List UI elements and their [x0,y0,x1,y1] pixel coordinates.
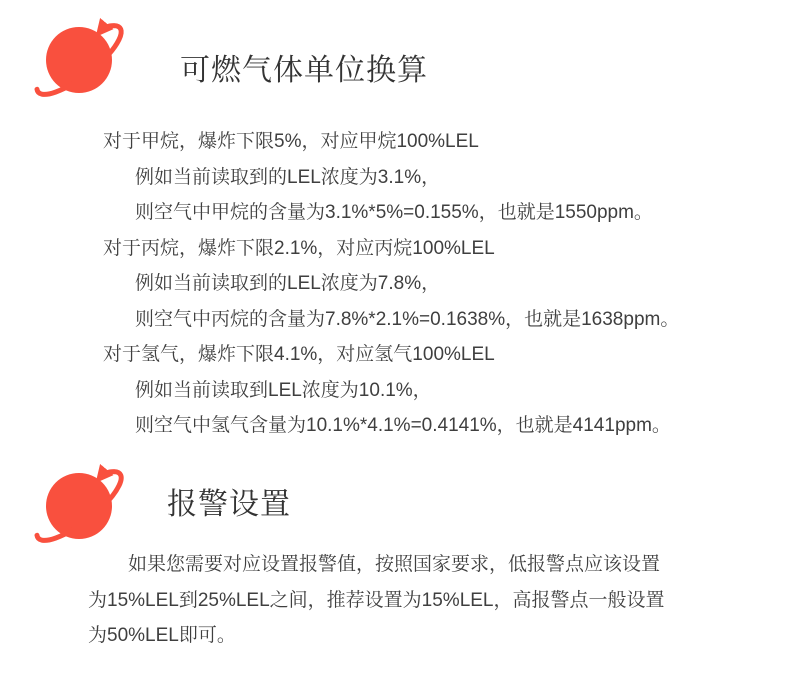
body-line-hydrogen-lel: 对于氢气，爆炸下限4.1%，对应氢气100%LEL [103,344,495,365]
planet-orbit-arrow-icon [31,460,131,552]
body-line-propane-reading: 例如当前读取到的LEL浓度为7.8%， [135,273,441,294]
body-line-hydrogen-result: 则空气中氢气含量为10.1%*4.1%=0.4141%，也就是4141ppm。 [135,415,671,436]
planet-orbit-arrow-icon [31,460,131,552]
planet-orbit-arrow-icon [31,14,131,106]
body-line-hydrogen-reading: 例如当前读取到LEL浓度为10.1%， [135,379,432,401]
body-line-propane-result: 则空气中丙烷的含量为7.8%*2.1%=0.1638%，也就是1638ppm。 [135,308,680,330]
body-line-methane-reading: 例如当前读取到的LEL浓度为3.1%， [135,166,441,188]
section1-title: 可燃气体单位换算 [180,54,428,87]
body-line-methane-result: 则空气中甲烷的含量为3.1%*5%=0.155%，也就是1550ppm。 [135,202,653,223]
section2-title: 报警设置 [167,488,291,521]
body-line-methane-lel: 对于甲烷，爆炸下限5%，对应甲烷100%LEL [103,131,479,152]
section2-paragraph: 如果您需要对应设置报警值，按照国家要求，低报警点应该设置为15%LEL到25%LEL之间，推荐设置为15%LEL，高报警点一般设置为50%LEL即可。 [88,554,665,646]
section1-body [0,124,790,444]
body-line-propane-lel: 对于丙烷，爆炸下限2.1%，对应丙烷100%LEL [103,237,495,259]
planet-orbit-arrow-icon [31,14,131,106]
